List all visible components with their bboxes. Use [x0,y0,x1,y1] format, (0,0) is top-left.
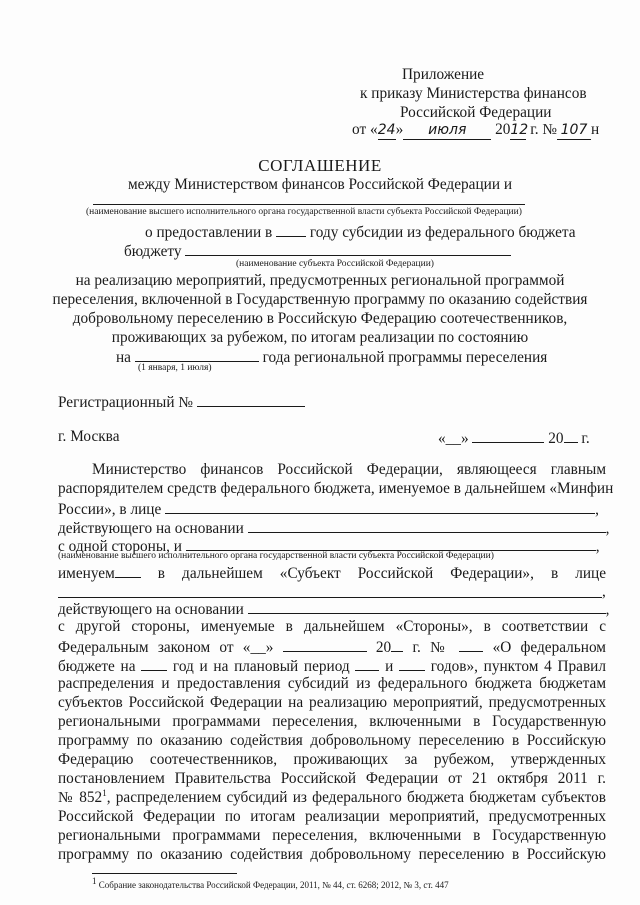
body-line-18: № $852^1$, распределением субсидий из федерального бюджета бюджетам субъектов [58,787,606,806]
org-name-blank [93,204,525,205]
body-line-6: именуем в дальнейшем «Субъект Российской Федерации», в лице [58,565,606,582]
order-month: июля [403,121,491,140]
body-line-21: программу по оказанию содействия добровольному переселению в Российскую [58,846,606,863]
appendix-label: Приложение [402,66,485,83]
title-line-6: добровольному переселению в Российскую Федерацию соотечественников, [72,310,568,327]
representative-blank [58,597,602,598]
footnote-ref: 1 [102,787,107,798]
body-line-3: России», в лице , [58,501,599,518]
body-line-14: региональными программами переселения, включенными в Государственную [58,713,606,730]
body-line-1: Министерство финансов Российской Федерации, являющееся главным [92,461,606,478]
city: г. Москва [58,428,120,445]
org-name-hint-2: (наименование высшего исполнительного органа государственной власти субъекта Российской Федерации) [58,551,494,561]
order-day: 24 [377,122,396,138]
body-line-10: Федеральным законом от «__» 20 г. № «О федеральном [58,639,606,656]
agreement-date: «__» 20 г. [438,430,590,447]
title-line-2: о предоставлении в году субсидии из федерального бюджета [145,224,576,241]
body-line-9: с другой стороны, именуемые в дальнейшем «Стороны», в соответствии с [58,618,606,635]
org-name-hint: (наименование высшего исполнительного органа государственной власти субъекта Российской Федерации) [86,207,522,217]
body-line-11: бюджете на год и на плановый период и годов», пунктом 4 Правил [58,658,606,675]
title-line-3: бюджету [124,241,511,261]
body-line-15: программу по оказанию содействия добровольному переселению в Российскую [58,732,606,749]
date-hint: (1 января, 1 июля) [138,363,212,373]
body-line-17: постановлением Правительства Российской Федерации от 21 октября 2011 г. [58,770,606,787]
document-title: СОГЛАШЕНИЕ [258,156,382,175]
title-line-8: на года региональной программы переселения [116,349,548,366]
body-line-12: распределения и предоставления субсидий из федерального бюджета бюджетам [58,675,606,692]
order-date: от «24» июля 2012 г. № 107 н [352,121,600,138]
body-line-19: Российской Федерации по итогам реализации мероприятий, предусмотренных [58,808,606,825]
order-reference: к приказу Министерства финансов [360,85,587,102]
title-line-7: проживающих за рубежом, по итогам реализации по состоянию [111,329,529,346]
body-line-13: субъектов Российской Федерации на реализацию мероприятий, предусмотренных [58,694,606,711]
ministry-name: Российской Федерации [400,104,552,121]
registration-number: Регистрационный № [58,392,305,412]
subject-name-hint: (наименование субъекта Российской Федерации) [236,259,434,269]
body-line-4: действующего на основании , [58,520,610,537]
title-line-4: на реализацию мероприятий, предусмотренных региональной программой [75,272,565,289]
body-line-16: Федерацию соотечественников, проживающих за рубежом, утвержденных [58,751,606,768]
document-page: Приложение к приказу Министерства финансов Российской Федерации от «24» июля 2012 г. № 107 н СОГЛАШЕНИЕ между Министерством финансов Российской Федерации и (наименование высшего исполнительного органа государственной власти субъекта Российской Федерации) о предоставлении в году субсидии из федерального бюджета бюджету (наименование субъекта Российской Федерации) на реализацию мероприятий, предусмотренных региональной программой переселения, включенной в Государственную программу по оказанию содействия добровольному переселению в Российскую Федерацию соотечественников, проживающих за рубежом, по итогам реализации по состоянию на года региональной программы переселения (1 января, 1 июля) Регистрационный № г. Москва «__» 20 г. Министерство финансов Российской Федерации, являющееся главным распорядителем средств федерального бюджета, именуемое в дальнейшем «Минфин России», в лице , действующего на основании , с одной стороны, и , (наименование высшего исполнительного органа государственной власти субъекта Российской Федерации) именуем в дальнейшем «Субъект Российской Федерации», в лице , действующего на основании , с другой стороны, именуемые в дальнейшем «Стороны», в соответствии с Федеральным законом от «__» 20 г. № «О федеральном бюджете на год и на плановый период и годов», пунктом 4 Правил распределения и предоставления субсидий из федерального бюджета бюджетам субъектов Российской Федерации на реализацию мероприятий, предусмотренных региональными программами переселения, включенными в Государственную программу по оказанию содействия добровольному переселению в Российскую Федерацию соотечественников, проживающих за рубежом, утвержденных постановлением Правительства Российской Федерации от 21 октября 2011 г. № $852^1$, распределением субсидий из федерального бюджета бюджетам субъектов Российской Федерации по итогам реализации мероприятий, предусмотренных региональными программами переселения, включенными в Государственную программу по оказанию содействия добровольному переселению в Российскую $^1$ Собрание законодательства Российской Федерации, 2011, № 44, ст. 6268; 2012, № 3, ст. 447 [0,0,640,905]
body-line-20: региональными программами переселения, включенными в Государственную [58,827,606,844]
body-line-5: с одной стороны, и , [58,538,600,555]
body-line-8: действующего на основании , [58,601,610,618]
order-number: 107 [557,121,591,140]
title-line-5: переселения, включенной в Государственную программу по оказанию содействия [52,291,588,308]
footnote: $^1$ Собрание законодательства Российской Федерации, 2011, № 44, ст. 6268; 2012, № 3, ст. 447 [92,876,449,890]
body-line-2: распорядителем средств федерального бюджета, именуемое в дальнейшем «Минфин [58,480,614,497]
title-line-1: между Министерством финансов Российской Федерации и [127,176,513,193]
order-year: 12 [510,122,529,138]
footnote-separator [92,873,237,874]
